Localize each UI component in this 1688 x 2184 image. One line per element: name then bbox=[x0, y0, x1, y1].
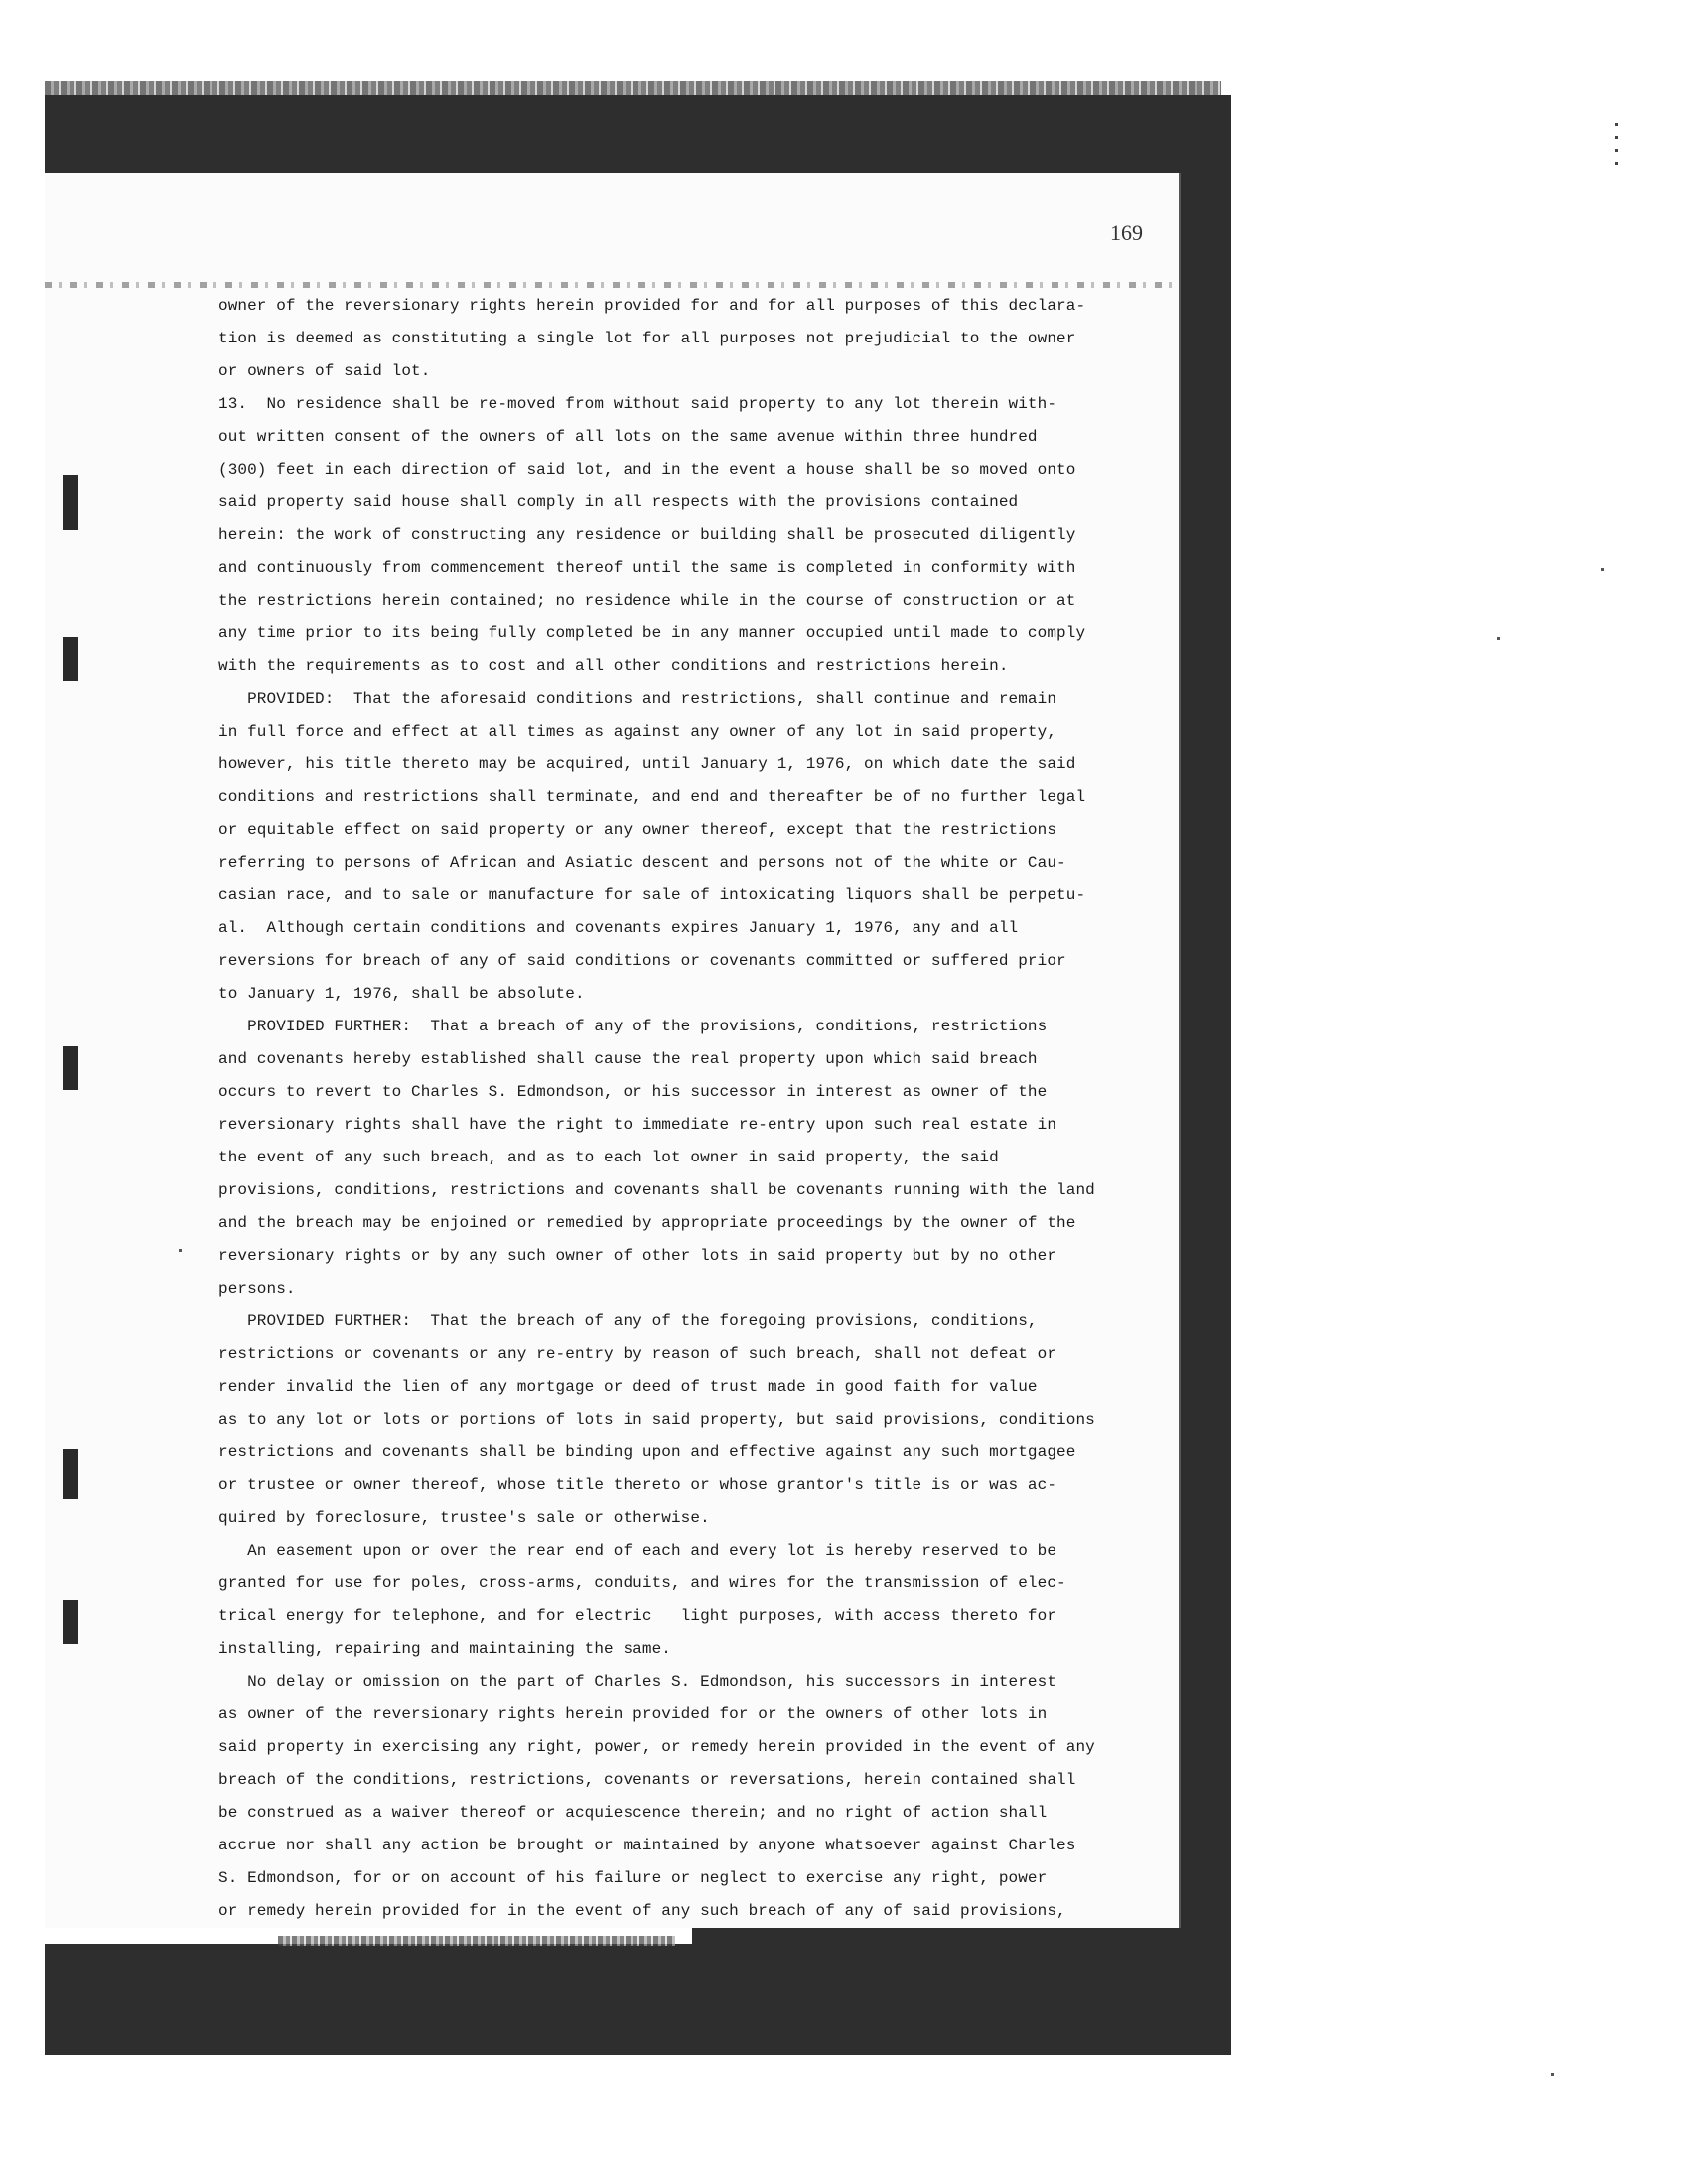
text-line: provisions, conditions, restrictions and covenants shall be covenants running with the land bbox=[218, 1181, 1095, 1199]
text-line: No delay or omission on the part of Charles S. Edmondson, his successors in interest bbox=[218, 1673, 1057, 1691]
text-line: or equitable effect on said property or any owner thereof, except that the restrictions bbox=[218, 821, 1057, 839]
text-line: PROVIDED FURTHER: That a breach of any of the provisions, conditions, restrictions bbox=[218, 1018, 1048, 1035]
scan-speck bbox=[1551, 2073, 1554, 2076]
text-line: or remedy herein provided for in the event of any such breach of any of said provisions, bbox=[218, 1902, 1066, 1920]
text-line: and the breach may be enjoined or remedied by appropriate proceedings by the owner of the bbox=[218, 1214, 1076, 1232]
text-line: the restrictions herein contained; no residence while in the course of construction or at bbox=[218, 592, 1076, 610]
scan-border-right bbox=[1174, 95, 1231, 1981]
margin-mark bbox=[63, 475, 78, 530]
text-line: reversionary rights or by any such owner of other lots in said property but by no other bbox=[218, 1247, 1057, 1265]
scan-dots bbox=[1615, 123, 1618, 165]
scan-speck bbox=[1497, 637, 1500, 640]
text-line: or owners of said lot. bbox=[218, 362, 431, 380]
text-line: and continuously from commencement thereof until the same is completed in conformity with bbox=[218, 559, 1076, 577]
margin-mark bbox=[63, 1600, 78, 1644]
text-line: as to any lot or lots or portions of lots in said property, but said provisions, conditions bbox=[218, 1411, 1095, 1429]
text-line: be construed as a waiver thereof or acquiescence therein; and no right of action shall bbox=[218, 1804, 1048, 1822]
text-line: tion is deemed as constituting a single lot for all purposes not prejudicial to the owner bbox=[218, 330, 1076, 347]
text-line: reversions for breach of any of said conditions or covenants committed or suffered prior bbox=[218, 952, 1066, 970]
text-line: however, his title thereto may be acquired, until January 1, 1976, on which date the said bbox=[218, 755, 1076, 773]
text-line: persons. bbox=[218, 1280, 296, 1297]
text-line: render invalid the lien of any mortgage or deed of trust made in good faith for value bbox=[218, 1378, 1038, 1396]
text-line: or trustee or owner thereof, whose title thereto or whose grantor's title is or was ac- bbox=[218, 1476, 1057, 1494]
text-line: owner of the reversionary rights herein provided for and for all purposes of this declara- bbox=[218, 297, 1086, 315]
page-number: 169 bbox=[1110, 220, 1143, 245]
text-line: out written consent of the owners of all lots on the same avenue within three hundred bbox=[218, 428, 1038, 446]
text-line: said property in exercising any right, power, or remedy herein provided in the event of any bbox=[218, 1738, 1095, 1756]
text-line: with the requirements as to cost and all other conditions and restrictions herein. bbox=[218, 657, 1009, 675]
text-line: reversionary rights shall have the right to immediate re-entry upon such real estate in bbox=[218, 1116, 1057, 1134]
text-line: accrue nor shall any action be brought or maintained by anyone whatsoever against Charles bbox=[218, 1837, 1076, 1854]
margin-mark bbox=[63, 637, 78, 681]
text-line: casian race, and to sale or manufacture for sale of intoxicating liquors shall be perpetu- bbox=[218, 887, 1086, 904]
text-line: herein: the work of constructing any residence or building shall be prosecuted diligently bbox=[218, 526, 1076, 544]
scan-speck bbox=[179, 1249, 182, 1252]
text-line: PROVIDED: That the aforesaid conditions and restrictions, shall continue and remain bbox=[218, 690, 1057, 708]
text-line: occurs to revert to Charles S. Edmondson, or his successor in interest as owner of the bbox=[218, 1083, 1048, 1101]
scan-mark-row bbox=[45, 282, 1177, 288]
text-line: (300) feet in each direction of said lot, and in the event a house shall be so moved onto bbox=[218, 461, 1076, 478]
text-line: restrictions and covenants shall be binding upon and effective against any such mortgagee bbox=[218, 1443, 1076, 1461]
text-line: referring to persons of African and Asiatic descent and persons not of the white or Cau- bbox=[218, 854, 1066, 872]
text-line: the event of any such breach, and as to each lot owner in said property, the said bbox=[218, 1149, 999, 1166]
text-line: al. Although certain conditions and covenants expires January 1, 1976, any and all bbox=[218, 919, 1019, 937]
text-line: S. Edmondson, for or on account of his failure or neglect to exercise any right, power bbox=[218, 1869, 1048, 1887]
text-line: granted for use for poles, cross-arms, conduits, and wires for the transmission of elec- bbox=[218, 1574, 1066, 1592]
margin-mark bbox=[63, 1046, 78, 1090]
text-line: 13. No residence shall be re-moved from without said property to any lot therein with- bbox=[218, 395, 1057, 413]
text-line: and covenants hereby established shall cause the real property upon which said breach bbox=[218, 1050, 1038, 1068]
text-line: any time prior to its being fully completed be in any manner occupied until made to comply bbox=[218, 624, 1086, 642]
scan-speck bbox=[1601, 568, 1604, 571]
margin-mark bbox=[63, 1449, 78, 1499]
document-text bbox=[218, 290, 1137, 1928]
text-line: in full force and effect at all times as against any owner of any lot in said property, bbox=[218, 723, 1057, 741]
text-line: PROVIDED FURTHER: That the breach of any of the foregoing provisions, conditions, bbox=[218, 1312, 1038, 1330]
text-line: trical energy for telephone, and for electric light purposes, with access thereto for bbox=[218, 1607, 1057, 1625]
text-line: installing, repairing and maintaining the same. bbox=[218, 1640, 671, 1658]
text-line: said property said house shall comply in all respects with the provisions contained bbox=[218, 493, 1019, 511]
text-line: as owner of the reversionary rights herein provided for or the owners of other lots in bbox=[218, 1706, 1048, 1723]
text-line: quired by foreclosure, trustee's sale or otherwise. bbox=[218, 1509, 710, 1527]
scan-edge-bottom bbox=[278, 1936, 675, 1946]
text-line: to January 1, 1976, shall be absolute. bbox=[218, 985, 585, 1003]
text-line: conditions and restrictions shall terminate, and end and thereafter be of no further legal bbox=[218, 788, 1086, 806]
text-line: restrictions or covenants or any re-entry by reason of such breach, shall not defeat or bbox=[218, 1345, 1057, 1363]
text-line: breach of the conditions, restrictions, covenants or reversations, herein contained shall bbox=[218, 1771, 1076, 1789]
scan-border-bottom-right bbox=[692, 1921, 1231, 2055]
scan-border-bottom-left bbox=[45, 1944, 692, 2055]
text-line: An easement upon or over the rear end of each and every lot is hereby reserved to be bbox=[218, 1542, 1057, 1560]
